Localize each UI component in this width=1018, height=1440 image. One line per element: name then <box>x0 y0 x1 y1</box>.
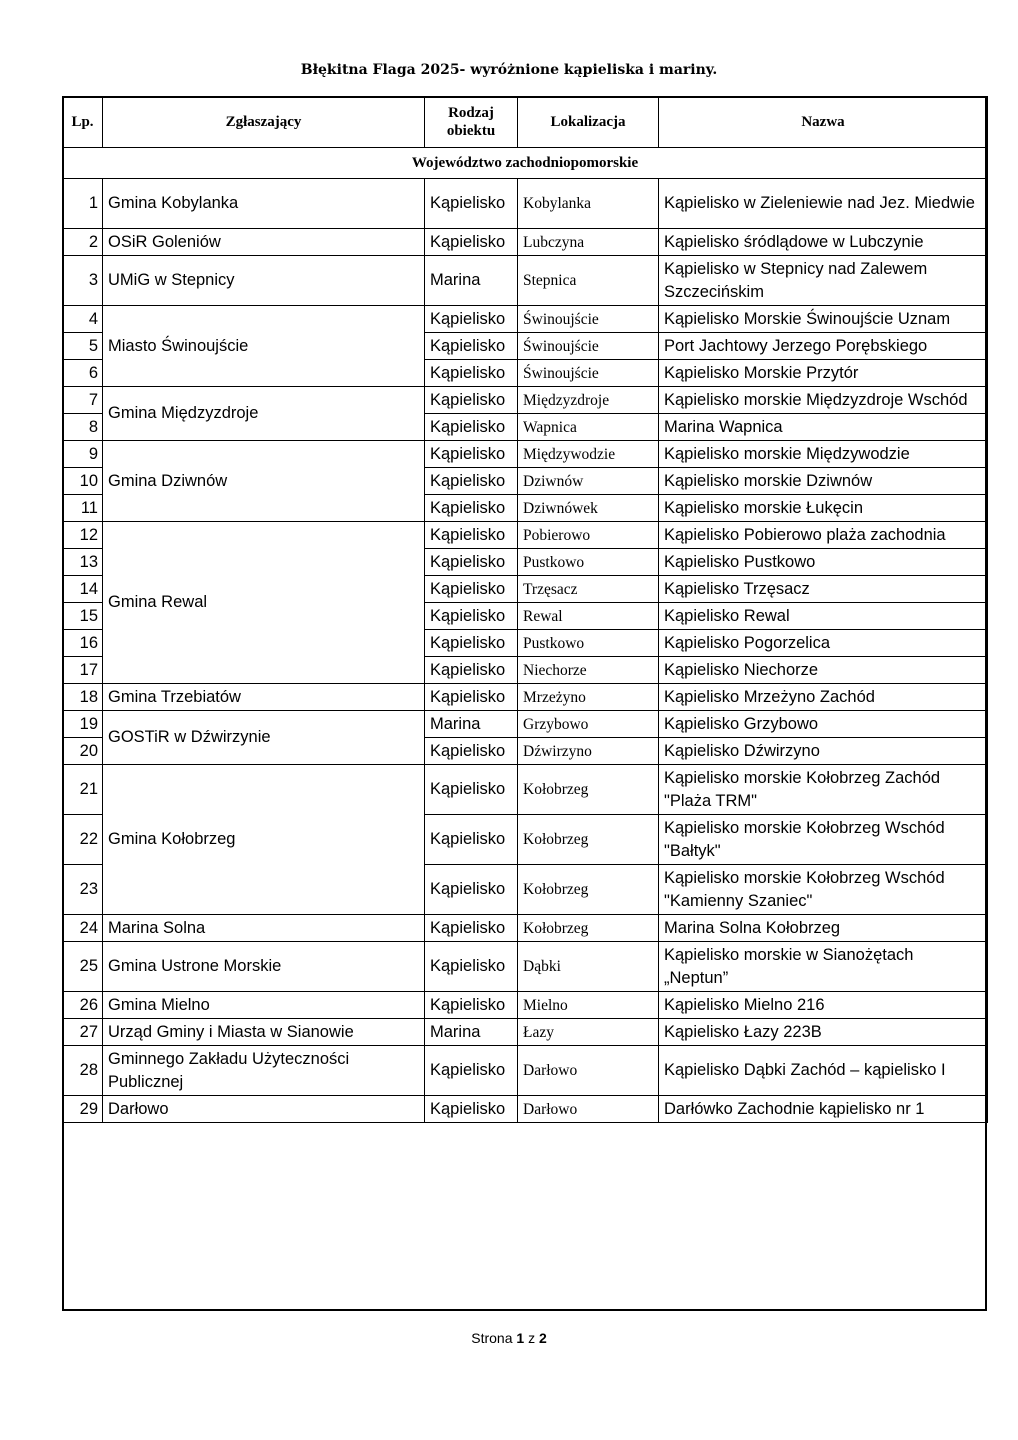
cell-lokalizacja: Pustkowo <box>518 549 659 576</box>
cell-lp: 10 <box>63 468 103 495</box>
table-row <box>63 942 988 992</box>
cell-lp: 2 <box>63 229 103 256</box>
cell-lokalizacja: Dźwirzyno <box>518 738 659 765</box>
table-row <box>63 684 988 711</box>
cell-lokalizacja: Świnoujście <box>518 306 659 333</box>
cell-lp: 18 <box>63 684 103 711</box>
cell-nazwa: Kąpielisko morskie w Sianożętach „Neptun” <box>659 942 988 992</box>
cell-lp: 11 <box>63 495 103 522</box>
cell-lokalizacja: Darłowo <box>518 1046 659 1096</box>
table-row <box>63 1019 988 1046</box>
table-row <box>63 1046 988 1096</box>
cell-rodzaj: Kąpielisko <box>425 229 518 256</box>
cell-rodzaj: Kąpielisko <box>425 179 518 229</box>
cell-lokalizacja: Darłowo <box>518 1096 659 1123</box>
cell-rodzaj: Kąpielisko <box>425 333 518 360</box>
cell-lp: 23 <box>63 865 103 915</box>
cell-rodzaj: Kąpielisko <box>425 522 518 549</box>
region-row <box>63 148 988 179</box>
cell-rodzaj: Kąpielisko <box>425 915 518 942</box>
table-row <box>63 1096 988 1123</box>
cell-nazwa: Kąpielisko morskie Kołobrzeg Zachód "Plaża TRM" <box>659 765 988 815</box>
cell-lokalizacja: Dziwnówek <box>518 495 659 522</box>
cell-zglaszajacy: Miasto Świnoujście <box>103 306 425 387</box>
footer-page: 1 <box>516 1330 525 1346</box>
cell-rodzaj: Kąpielisko <box>425 684 518 711</box>
cell-lokalizacja: Kołobrzeg <box>518 915 659 942</box>
cell-lp: 17 <box>63 657 103 684</box>
cell-nazwa: Kąpielisko Dąbki Zachód – kąpielisko I <box>659 1046 988 1096</box>
cell-lokalizacja: Pobierowo <box>518 522 659 549</box>
cell-lokalizacja: Łazy <box>518 1019 659 1046</box>
cell-nazwa: Kąpielisko Niechorze <box>659 657 988 684</box>
table-row <box>63 441 988 468</box>
cell-nazwa: Kąpielisko Dźwirzyno <box>659 738 988 765</box>
cell-zglaszajacy: Marina Solna <box>103 915 425 942</box>
cell-nazwa: Kąpielisko Mielno 216 <box>659 992 988 1019</box>
cell-zglaszajacy: Gminnego Zakładu Użyteczności Publicznej <box>103 1046 425 1096</box>
cell-lp: 14 <box>63 576 103 603</box>
cell-lokalizacja: Pustkowo <box>518 630 659 657</box>
cell-lp: 27 <box>63 1019 103 1046</box>
cell-nazwa: Port Jachtowy Jerzego Porębskiego <box>659 333 988 360</box>
cell-lp: 16 <box>63 630 103 657</box>
cell-zglaszajacy: Gmina Dziwnów <box>103 441 425 522</box>
cell-zglaszajacy: Gmina Kobylanka <box>103 179 425 229</box>
cell-lp: 8 <box>63 414 103 441</box>
footer-label: Strona <box>471 1330 513 1346</box>
cell-lokalizacja: Dąbki <box>518 942 659 992</box>
cell-rodzaj: Marina <box>425 1019 518 1046</box>
cell-lp: 15 <box>63 603 103 630</box>
table-row <box>63 992 988 1019</box>
cell-lokalizacja: Niechorze <box>518 657 659 684</box>
cell-nazwa: Kąpielisko Rewal <box>659 603 988 630</box>
cell-lokalizacja: Mielno <box>518 992 659 1019</box>
cell-rodzaj: Kąpielisko <box>425 657 518 684</box>
cell-lp: 4 <box>63 306 103 333</box>
cell-rodzaj: Kąpielisko <box>425 992 518 1019</box>
cell-lokalizacja: Lubczyna <box>518 229 659 256</box>
header-zglaszajacy: Zgłaszający <box>103 97 425 148</box>
cell-lp: 29 <box>63 1096 103 1123</box>
cell-lokalizacja: Kobylanka <box>518 179 659 229</box>
table-row <box>63 229 988 256</box>
cell-rodzaj: Kąpielisko <box>425 360 518 387</box>
footer-sep: z <box>528 1330 536 1346</box>
cell-rodzaj: Kąpielisko <box>425 1096 518 1123</box>
cell-lp: 24 <box>63 915 103 942</box>
cell-nazwa: Kąpielisko Pustkowo <box>659 549 988 576</box>
cell-zglaszajacy: Gmina Mielno <box>103 992 425 1019</box>
table-row <box>63 711 988 738</box>
cell-lokalizacja: Międzyzdroje <box>518 387 659 414</box>
table-row <box>63 179 988 229</box>
cell-zglaszajacy: GOSTiR w Dźwirzynie <box>103 711 425 765</box>
cell-lokalizacja: Stepnica <box>518 256 659 306</box>
table-row <box>63 522 988 549</box>
cell-rodzaj: Marina <box>425 711 518 738</box>
cell-zglaszajacy: Gmina Ustrone Morskie <box>103 942 425 992</box>
cell-nazwa: Kąpielisko morskie Kołobrzeg Wschód "Kamienny Szaniec" <box>659 865 988 915</box>
header-rodzaj: Rodzaj obiektu <box>425 97 518 148</box>
cell-lokalizacja: Rewal <box>518 603 659 630</box>
cell-lokalizacja: Kołobrzeg <box>518 815 659 865</box>
cell-lp: 6 <box>63 360 103 387</box>
table-row <box>63 387 988 414</box>
cell-nazwa: Kąpielisko morskie Dziwnów <box>659 468 988 495</box>
cell-lp: 5 <box>63 333 103 360</box>
cell-lp: 22 <box>63 815 103 865</box>
cell-rodzaj: Kąpielisko <box>425 603 518 630</box>
document-title: Błękitna Flaga 2025- wyróżnione kąpieliska i mariny. <box>300 62 718 78</box>
cell-rodzaj: Kąpielisko <box>425 468 518 495</box>
cell-zglaszajacy: Gmina Kołobrzeg <box>103 765 425 915</box>
header-lp: Lp. <box>63 97 103 148</box>
cell-rodzaj: Kąpielisko <box>425 549 518 576</box>
cell-zglaszajacy: Gmina Trzebiatów <box>103 684 425 711</box>
cell-lokalizacja: Wapnica <box>518 414 659 441</box>
cell-lp: 26 <box>63 992 103 1019</box>
cell-zglaszajacy: UMiG w Stepnicy <box>103 256 425 306</box>
cell-nazwa: Kąpielisko Mrzeżyno Zachód <box>659 684 988 711</box>
cell-rodzaj: Kąpielisko <box>425 414 518 441</box>
flags-table <box>62 96 988 1123</box>
cell-lp: 1 <box>63 179 103 229</box>
cell-rodzaj: Kąpielisko <box>425 387 518 414</box>
cell-rodzaj: Kąpielisko <box>425 1046 518 1096</box>
cell-zglaszajacy: Darłowo <box>103 1096 425 1123</box>
cell-nazwa: Kąpielisko morskie Międzywodzie <box>659 441 988 468</box>
cell-lokalizacja: Kołobrzeg <box>518 765 659 815</box>
cell-lokalizacja: Mrzeżyno <box>518 684 659 711</box>
cell-lp: 7 <box>63 387 103 414</box>
cell-zglaszajacy: Urząd Gminy i Miasta w Sianowie <box>103 1019 425 1046</box>
cell-nazwa: Kąpielisko Morskie Świnoujście Uznam <box>659 306 988 333</box>
cell-lokalizacja: Grzybowo <box>518 711 659 738</box>
cell-rodzaj: Kąpielisko <box>425 630 518 657</box>
cell-zglaszajacy: OSiR Goleniów <box>103 229 425 256</box>
cell-lp: 12 <box>63 522 103 549</box>
cell-rodzaj: Kąpielisko <box>425 738 518 765</box>
cell-rodzaj: Kąpielisko <box>425 441 518 468</box>
cell-lokalizacja: Kołobrzeg <box>518 865 659 915</box>
cell-lp: 9 <box>63 441 103 468</box>
table-row <box>63 765 988 815</box>
cell-lokalizacja: Trzęsacz <box>518 576 659 603</box>
cell-lokalizacja: Świnoujście <box>518 333 659 360</box>
cell-nazwa: Darłówko Zachodnie kąpielisko nr 1 <box>659 1096 988 1123</box>
cell-nazwa: Kąpielisko Morskie Przytór <box>659 360 988 387</box>
cell-lp: 3 <box>63 256 103 306</box>
cell-nazwa: Marina Solna Kołobrzeg <box>659 915 988 942</box>
cell-rodzaj: Kąpielisko <box>425 865 518 915</box>
cell-lp: 28 <box>63 1046 103 1096</box>
cell-nazwa: Kąpielisko morskie Kołobrzeg Wschód "Bałtyk" <box>659 815 988 865</box>
cell-lp: 21 <box>63 765 103 815</box>
cell-nazwa: Kąpielisko Trzęsacz <box>659 576 988 603</box>
table-row <box>63 306 988 333</box>
cell-lp: 25 <box>63 942 103 992</box>
cell-rodzaj: Kąpielisko <box>425 576 518 603</box>
cell-rodzaj: Kąpielisko <box>425 495 518 522</box>
cell-lp: 19 <box>63 711 103 738</box>
cell-nazwa: Kąpielisko morskie Międzyzdroje Wschód <box>659 387 988 414</box>
cell-lokalizacja: Międzywodzie <box>518 441 659 468</box>
header-nazwa: Nazwa <box>659 97 988 148</box>
cell-rodzaj: Kąpielisko <box>425 306 518 333</box>
cell-nazwa: Kąpielisko w Stepnicy nad Zalewem Szczecińskim <box>659 256 988 306</box>
cell-nazwa: Kąpielisko śródlądowe w Lubczynie <box>659 229 988 256</box>
header-lokalizacja: Lokalizacja <box>518 97 659 148</box>
header-row <box>63 97 988 148</box>
footer-total: 2 <box>538 1330 547 1346</box>
cell-nazwa: Kąpielisko Grzybowo <box>659 711 988 738</box>
cell-zglaszajacy: Gmina Międzyzdroje <box>103 387 425 441</box>
cell-lp: 13 <box>63 549 103 576</box>
cell-lokalizacja: Świnoujście <box>518 360 659 387</box>
region-label: Województwo zachodniopomorskie <box>63 148 988 179</box>
cell-rodzaj: Marina <box>425 256 518 306</box>
cell-nazwa: Kąpielisko morskie Łukęcin <box>659 495 988 522</box>
cell-nazwa: Kąpielisko Pogorzelica <box>659 630 988 657</box>
cell-nazwa: Kąpielisko Pobierowo plaża zachodnia <box>659 522 988 549</box>
table-row <box>63 256 988 306</box>
page-footer <box>0 1330 1018 1346</box>
cell-lp: 20 <box>63 738 103 765</box>
cell-zglaszajacy: Gmina Rewal <box>103 522 425 684</box>
cell-rodzaj: Kąpielisko <box>425 765 518 815</box>
cell-nazwa: Marina Wapnica <box>659 414 988 441</box>
cell-rodzaj: Kąpielisko <box>425 942 518 992</box>
cell-nazwa: Kąpielisko Łazy 223B <box>659 1019 988 1046</box>
cell-rodzaj: Kąpielisko <box>425 815 518 865</box>
cell-nazwa: Kąpielisko w Zieleniewie nad Jez. Miedwie <box>659 179 988 229</box>
table-row <box>63 915 988 942</box>
cell-lokalizacja: Dziwnów <box>518 468 659 495</box>
